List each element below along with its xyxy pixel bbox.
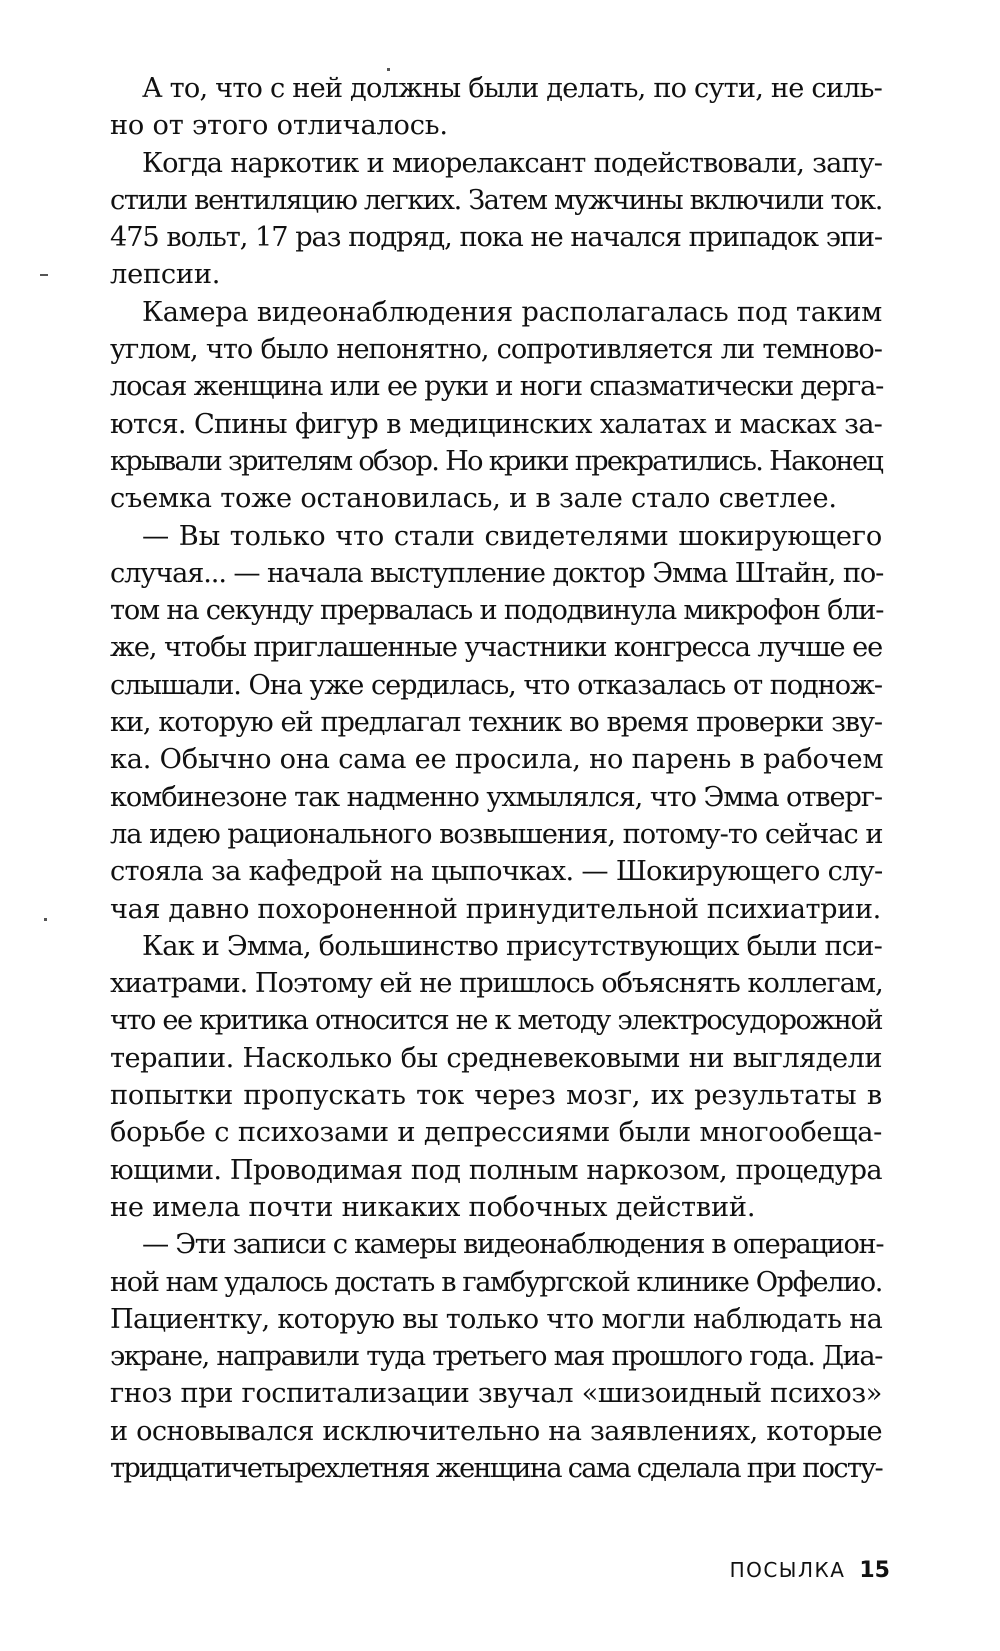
text-line: ной нам удалось достать в гамбургской клинике Орфелио. — [110, 1266, 882, 1298]
text-line: тридцатичетырехлетняя женщина сама сделала при посту- — [110, 1452, 883, 1484]
text-line: стили вентиляцию легких. Затем мужчины включили ток. — [110, 184, 882, 216]
scan-speck — [387, 68, 390, 71]
scan-speck — [40, 274, 48, 276]
text-line: хиатрами. Поэтому ей не пришлось объяснять коллегам, — [110, 968, 883, 1000]
text-line: слышали. Она уже сердилась, что отказалась от поднож- — [110, 669, 882, 701]
text-line: ющими. Проводимая под полным наркозом, процедура — [110, 1154, 882, 1186]
text-line: чая давно похороненной принудительной психиатрии. — [110, 893, 881, 925]
text-line: — Эти записи с камеры видеонаблюдения в операцион- — [142, 1229, 884, 1261]
text-line: — Вы только что стали свидетелями шокирующего — [142, 520, 882, 552]
text-line: не имела почти никаких побочных действий. — [110, 1191, 756, 1223]
text-line: крывали зрителям обзор. Но крики прекратились. Наконец — [110, 445, 883, 477]
text-line: Когда наркотик и миорелаксант подействовали, запу- — [142, 147, 882, 179]
body-text — [110, 70, 882, 1487]
text-line: гноз при госпитализации звучал «шизоидный психоз» — [110, 1378, 882, 1410]
text-line: случая... — начала выступление доктор Эмма Штайн, по- — [110, 557, 884, 589]
text-line: съемка тоже остановилась, и в зале стало светлее. — [110, 483, 837, 515]
text-line: комбинезоне так надменно ухмылялся, что Эмма отверг- — [110, 781, 882, 813]
text-line: экране, направили туда третьего мая прошлого года. Диа- — [110, 1341, 882, 1373]
text-line: ка. Обычно она сама ее просила, но парень в рабочем — [110, 744, 884, 776]
page-footer — [640, 1558, 890, 1583]
text-line: том на секунду прервалась и пододвинула микрофон бли- — [110, 595, 884, 627]
text-line: ки, которую ей предлагал техник во время проверки зву- — [110, 707, 882, 739]
text-line: углом, что было непонятно, сопротивляется ли темново- — [110, 334, 882, 366]
text-line: Пациентку, которую вы только что могли наблюдать на — [110, 1303, 883, 1335]
text-line: и основывался исключительно на заявлениях, которые — [110, 1415, 882, 1447]
text-line: Камера видеонаблюдения располагалась под таким — [142, 296, 882, 328]
text-line: лосая женщина или ее руки и ноги спазматически дерга- — [110, 371, 884, 403]
text-line: что ее критика относится не к методу электросудорожной — [110, 1005, 882, 1037]
text-line: ются. Спины фигур в медицинских халатах и масках за- — [110, 408, 882, 440]
page-number: 15 — [859, 1558, 890, 1583]
text-line: Как и Эмма, большинство присутствующих были пси- — [142, 930, 882, 962]
text-line: попытки пропускать ток через мозг, их результаты в — [110, 1080, 882, 1112]
text-line: лепсии. — [110, 259, 221, 291]
text-line: терапии. Насколько бы средневековыми ни выглядели — [110, 1042, 882, 1074]
text-line: же, чтобы приглашенные участники конгресса лучше ее — [110, 632, 883, 664]
text-line: но от этого отличалось. — [110, 110, 448, 142]
scan-speck — [44, 918, 47, 921]
text-line: борьбе с психозами и депрессиями были многообеща- — [110, 1117, 882, 1149]
running-title: ПОСЫЛКА — [729, 1558, 846, 1582]
text-line: стояла за кафедрой на цыпочках. — Шокирующего слу- — [110, 856, 883, 888]
text-line: ла идею рационального возвышения, потому-то сейчас и — [110, 818, 883, 850]
text-line: А то, что с ней должны были делать, по сути, не силь- — [142, 73, 882, 104]
text-line: 475 вольт, 17 раз подряд, пока не начался припадок эпи- — [110, 222, 882, 254]
